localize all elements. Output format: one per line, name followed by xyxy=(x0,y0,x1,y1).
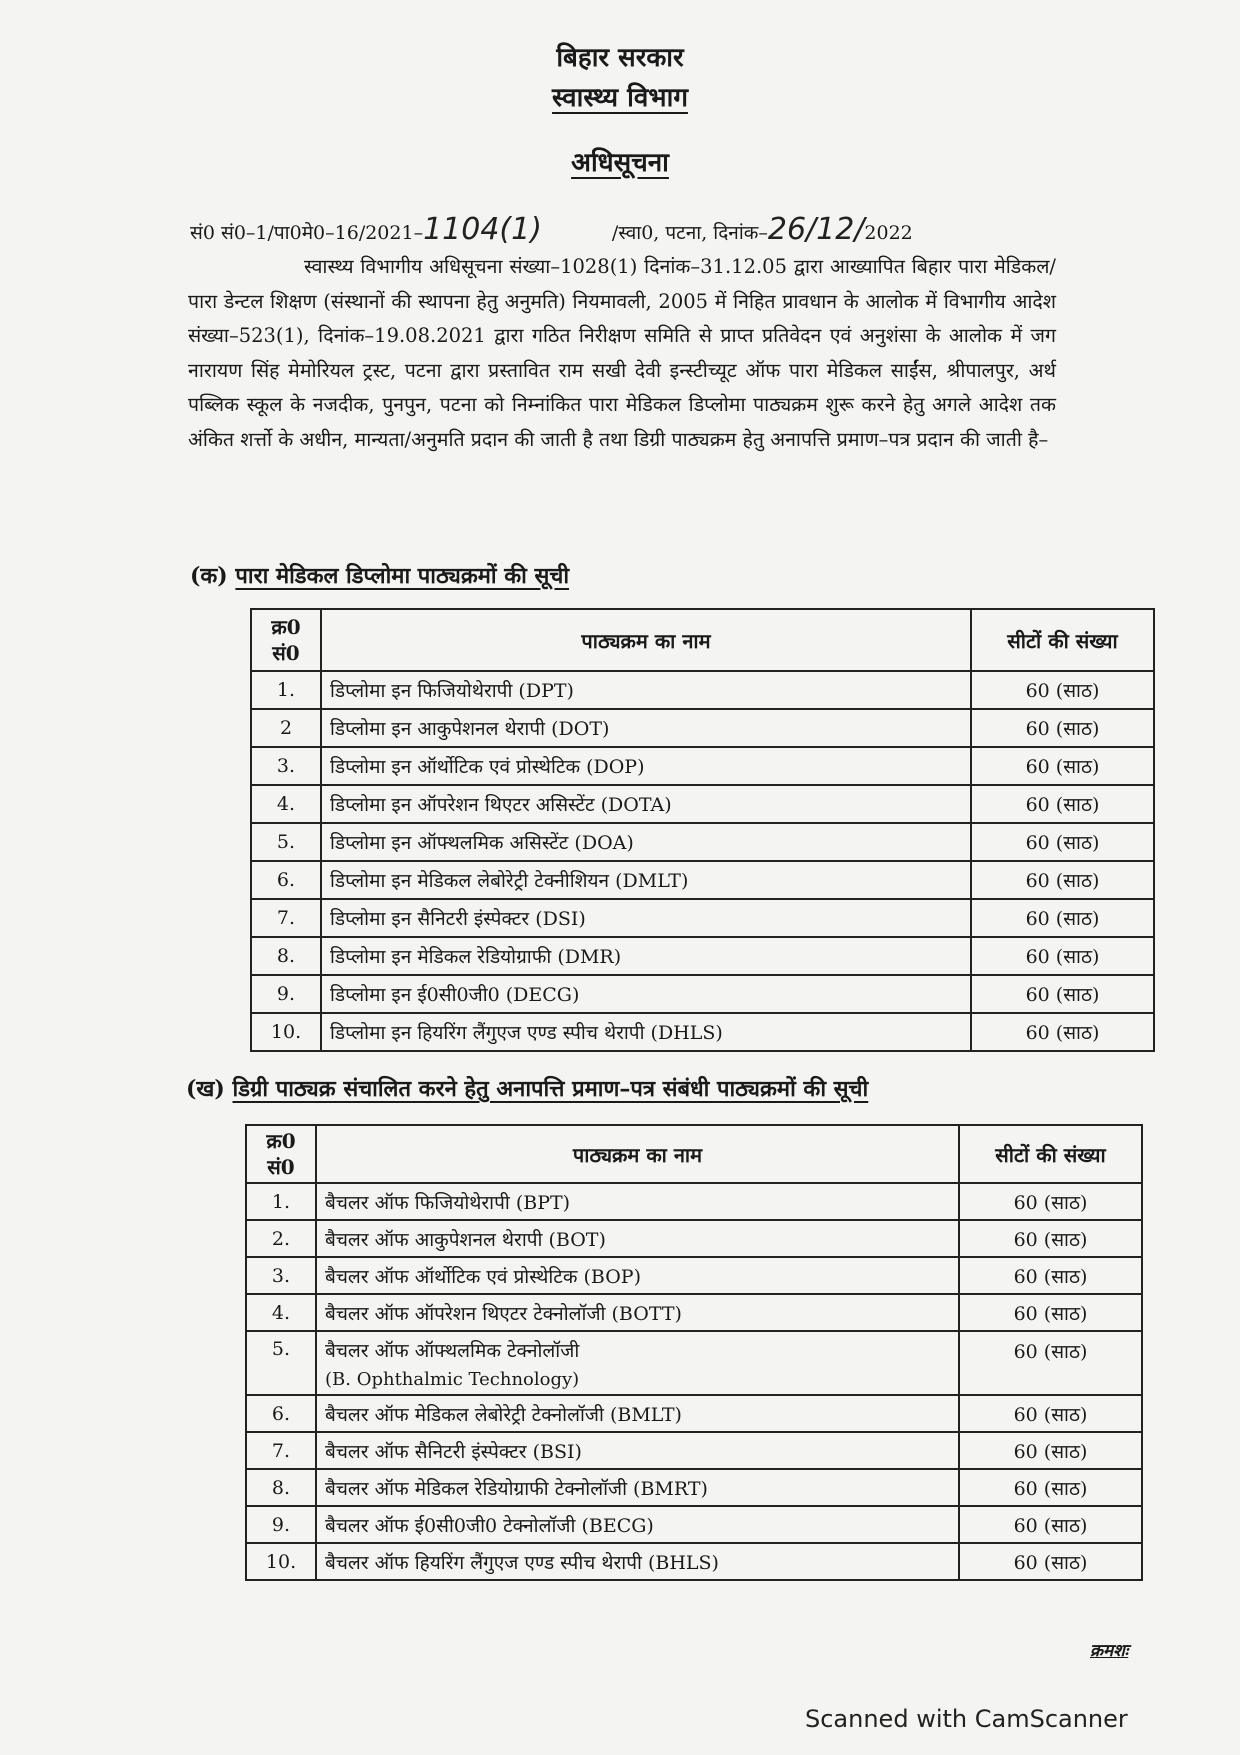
table-row xyxy=(251,861,1154,899)
column-header-serial xyxy=(251,609,321,671)
course-name-text: डिप्लोमा इन ऑपरेशन थिएटर असिस्टेंट (DOTA) xyxy=(330,794,672,816)
serial-number-cell: 6. xyxy=(246,1395,316,1432)
continued-note: क्रमशः xyxy=(1090,1641,1129,1661)
seat-count-cell: 60 (साठ) xyxy=(959,1469,1142,1506)
course-name-cell xyxy=(316,1294,959,1331)
serial-number-cell: 1. xyxy=(251,671,321,709)
course-name-cell xyxy=(316,1469,959,1506)
seat-count-cell: 60 (साठ) xyxy=(971,975,1154,1013)
seat-count-cell: 60 (साठ) xyxy=(959,1294,1142,1331)
reference-prefix: सं0 सं0–1/पा0मे0–16/2021– xyxy=(190,222,424,244)
table-row xyxy=(251,671,1154,709)
course-name-cell xyxy=(316,1432,959,1469)
degree-course-table xyxy=(245,1124,1143,1581)
scanner-watermark: Scanned with CamScanner xyxy=(805,1705,1128,1733)
column-header-serial-2: सं0 xyxy=(272,641,300,665)
table-row xyxy=(246,1469,1142,1506)
course-name-cell xyxy=(321,975,971,1013)
serial-number-cell: 9. xyxy=(246,1506,316,1543)
course-name-cell xyxy=(321,709,971,747)
seat-count-cell: 60 (साठ) xyxy=(959,1183,1142,1220)
serial-number-cell: 6. xyxy=(251,861,321,899)
seat-count-cell: 60 (साठ) xyxy=(959,1220,1142,1257)
column-header-serial-2: सं0 xyxy=(267,1155,295,1179)
seat-count-cell: 60 (साठ) xyxy=(959,1506,1142,1543)
table-row xyxy=(251,937,1154,975)
table-row xyxy=(246,1294,1142,1331)
course-name-text: डिप्लोमा इन आकुपेशनल थेरापी (DOT) xyxy=(330,718,610,740)
course-name-text: बैचलर ऑफ मेडिकल लेबोरेट्री टेक्नोलॉजी (BMLT) xyxy=(325,1403,682,1426)
course-name-cell xyxy=(316,1331,959,1395)
course-name-text: बैचलर ऑफ ऑर्थोटिक एवं प्रोस्थेटिक (BOP) xyxy=(325,1265,641,1288)
column-header-serial xyxy=(246,1125,316,1183)
course-name-cell xyxy=(321,1013,971,1051)
seat-count-cell: 60 (साठ) xyxy=(971,747,1154,785)
column-header-seats: सीटों की संख्या xyxy=(971,609,1154,671)
table-row xyxy=(246,1220,1142,1257)
course-name-cell xyxy=(316,1183,959,1220)
course-name-cell xyxy=(316,1395,959,1432)
column-header-course-name: पाठ्यक्रम का नाम xyxy=(316,1125,959,1183)
department-heading xyxy=(0,78,1240,114)
course-name-text: डिप्लोमा इन सैनिटरी इंस्पेक्टर (DSI) xyxy=(330,908,586,930)
seat-count-cell: 60 (साठ) xyxy=(971,861,1154,899)
section-a-marker: (क) xyxy=(190,563,228,589)
column-header-seats: सीटों की संख्या xyxy=(959,1125,1142,1183)
serial-number-cell: 8. xyxy=(251,937,321,975)
serial-number-cell: 4. xyxy=(251,785,321,823)
reference-middle: /स्वा0, पटना, दिनांक– xyxy=(611,222,768,244)
table-row xyxy=(246,1432,1142,1469)
notification-heading xyxy=(0,143,1240,179)
course-name-subtitle: (B. Ophthalmic Technology) xyxy=(325,1368,580,1390)
serial-number-cell: 5. xyxy=(251,823,321,861)
section-b-marker: (ख) xyxy=(186,1076,225,1102)
column-header-course-name: पाठ्यक्रम का नाम xyxy=(321,609,971,671)
seat-count-cell: 60 (साठ) xyxy=(959,1432,1142,1469)
seat-count-cell: 60 (साठ) xyxy=(971,1013,1154,1051)
course-name-text: बैचलर ऑफ सैनिटरी इंस्पेक्टर (BSI) xyxy=(325,1440,582,1463)
course-name-text: बैचलर ऑफ ऑफ्थलमिक टेक्नोलॉजी xyxy=(325,1339,580,1362)
diploma-table-body xyxy=(251,671,1154,1051)
serial-number-cell: 7. xyxy=(251,899,321,937)
table-row xyxy=(251,899,1154,937)
table-header-row xyxy=(251,609,1154,671)
seat-count-cell: 60 (साठ) xyxy=(971,899,1154,937)
course-name-text: डिप्लोमा इन हियरिंग लैंगुएज एण्ड स्पीच थेरापी (DHLS) xyxy=(330,1022,723,1044)
section-a-title: पारा मेडिकल डिप्लोमा पाठ्यक्रमों की सूची xyxy=(235,563,570,589)
department-heading-text: स्वास्थ्य विभाग xyxy=(552,83,688,113)
serial-number-cell: 3. xyxy=(251,747,321,785)
course-name-text: डिप्लोमा इन फिजियोथेरापी (DPT) xyxy=(330,680,574,702)
table-row xyxy=(251,785,1154,823)
seat-count-cell: 60 (साठ) xyxy=(959,1543,1142,1580)
course-name-text: बैचलर ऑफ मेडिकल रेडियोग्राफी टेक्नोलॉजी (BMRT) xyxy=(325,1477,708,1500)
seat-count-cell: 60 (साठ) xyxy=(959,1257,1142,1294)
course-name-text: बैचलर ऑफ ई0सी0जी0 टेक्नोलॉजी (BECG) xyxy=(325,1514,654,1537)
seat-count-cell: 60 (साठ) xyxy=(959,1395,1142,1432)
table-row xyxy=(251,975,1154,1013)
course-name-cell xyxy=(321,671,971,709)
table-row xyxy=(246,1331,1142,1395)
table-row xyxy=(246,1395,1142,1432)
course-name-cell xyxy=(316,1543,959,1580)
reference-year: 2022 xyxy=(864,222,913,244)
seat-count-cell: 60 (साठ) xyxy=(959,1331,1142,1395)
course-name-text: डिप्लोमा इन ऑर्थोटिक एवं प्रोस्थेटिक (DOP) xyxy=(330,756,645,778)
course-name-text: डिप्लोमा इन ई0सी0जी0 (DECG) xyxy=(330,984,580,1006)
section-a-heading xyxy=(190,560,569,590)
course-name-cell xyxy=(316,1220,959,1257)
seat-count-cell: 60 (साठ) xyxy=(971,709,1154,747)
serial-number-cell: 10. xyxy=(251,1013,321,1051)
reference-date-handwritten: 26/12/ xyxy=(767,212,865,247)
seat-count-cell: 60 (साठ) xyxy=(971,823,1154,861)
course-name-cell xyxy=(321,937,971,975)
course-name-cell xyxy=(316,1506,959,1543)
course-name-text: बैचलर ऑफ हियरिंग लैंगुएज एण्ड स्पीच थेरापी (BHLS) xyxy=(325,1551,719,1574)
serial-number-cell: 8. xyxy=(246,1469,316,1506)
table-row xyxy=(246,1543,1142,1580)
table-row xyxy=(246,1257,1142,1294)
seat-count-cell: 60 (साठ) xyxy=(971,937,1154,975)
course-name-cell xyxy=(316,1257,959,1294)
course-name-text: डिप्लोमा इन मेडिकल लेबोरेट्री टेक्नीशियन (DMLT) xyxy=(330,870,689,892)
course-name-text: डिप्लोमा इन मेडिकल रेडियोग्राफी (DMR) xyxy=(330,946,622,968)
table-row xyxy=(246,1183,1142,1220)
serial-number-cell: 4. xyxy=(246,1294,316,1331)
seat-count-cell: 60 (साठ) xyxy=(971,671,1154,709)
table-row xyxy=(246,1506,1142,1543)
serial-number-cell: 7. xyxy=(246,1432,316,1469)
course-name-cell xyxy=(321,785,971,823)
serial-number-cell: 9. xyxy=(251,975,321,1013)
course-name-text: बैचलर ऑफ फिजियोथेरापी (BPT) xyxy=(325,1191,571,1214)
serial-number-cell: 3. xyxy=(246,1257,316,1294)
course-name-cell xyxy=(321,899,971,937)
serial-number-cell: 2. xyxy=(246,1220,316,1257)
course-name-cell xyxy=(321,861,971,899)
course-name-text: बैचलर ऑफ आकुपेशनल थेरापी (BOT) xyxy=(325,1228,606,1251)
table-row xyxy=(251,709,1154,747)
section-b-heading xyxy=(186,1073,868,1103)
table-row xyxy=(251,747,1154,785)
course-name-cell xyxy=(321,747,971,785)
table-header-row xyxy=(246,1125,1142,1183)
course-name-text: बैचलर ऑफ ऑपरेशन थिएटर टेक्नोलॉजी (BOTT) xyxy=(325,1302,682,1325)
reference-line xyxy=(190,212,913,247)
reference-number-handwritten: 1104(1) xyxy=(423,212,542,247)
seat-count-cell: 60 (साठ) xyxy=(971,785,1154,823)
government-heading: बिहार सरकार xyxy=(556,43,684,73)
notification-heading-text: अधिसूचना xyxy=(571,148,669,178)
degree-table-body xyxy=(246,1183,1142,1580)
column-header-serial-1: क्र0 xyxy=(271,615,301,639)
section-b-title: डिग्री पाठ्यक्र संचालित करने हेतु अनापत्ति प्रमाण–पत्र संबंधी पाठ्यक्रमों की सूची xyxy=(232,1076,869,1102)
diploma-course-table xyxy=(250,608,1155,1052)
table-row xyxy=(251,1013,1154,1051)
serial-number-cell: 1. xyxy=(246,1183,316,1220)
serial-number-cell: 2 xyxy=(251,709,321,747)
table-row xyxy=(251,823,1154,861)
serial-number-cell: 10. xyxy=(246,1543,316,1580)
notification-body: स्वास्थ्य विभागीय अधिसूचना संख्या–1028(1) दिनांक–31.12.05 द्वारा आख्यापित बिहार पारा मेडिकल/पारा डेन्टल शिक्षण (संस्थानों की स्थापना हेतु अनुमति) नियमावली, 2005 में निहित प्रावधान के आलोक में विभागीय आदेश संख्या–523(1), दिनांक–19.08.2021 द्वारा गठित निरीक्षण समिति से प्राप्त प्रतिवेदन एवं अनुशंसा के आलोक में जग नारायण सिंह मेमोरियल ट्रस्ट, पटना द्वारा प्रस्तावित राम सखी देवी इन्स्टीच्यूट ऑफ पारा मेडिकल साईंस, श्रीपालपुर, अर्थ पब्लिक स्कूल के नजदीक, पुनपुन, पटना को निम्नांकित पारा मेडिकल डिप्लोमा पाठ्यक्रम शुरू करने हेतु अगले आदेश तक अंकित शर्त्तो के अधीन, मान्यता/अनुमति प्रदान की जाती है तथा डिग्री पाठ्यक्रम हेतु अनापत्ति प्रमाण–पत्र प्रदान की जाती है– xyxy=(188,255,1056,451)
course-name-cell xyxy=(321,823,971,861)
column-header-serial-1: क्र0 xyxy=(266,1129,296,1153)
serial-number-cell: 5. xyxy=(246,1331,316,1395)
course-name-text: डिप्लोमा इन ऑफ्थलमिक असिस्टेंट (DOA) xyxy=(330,832,634,854)
